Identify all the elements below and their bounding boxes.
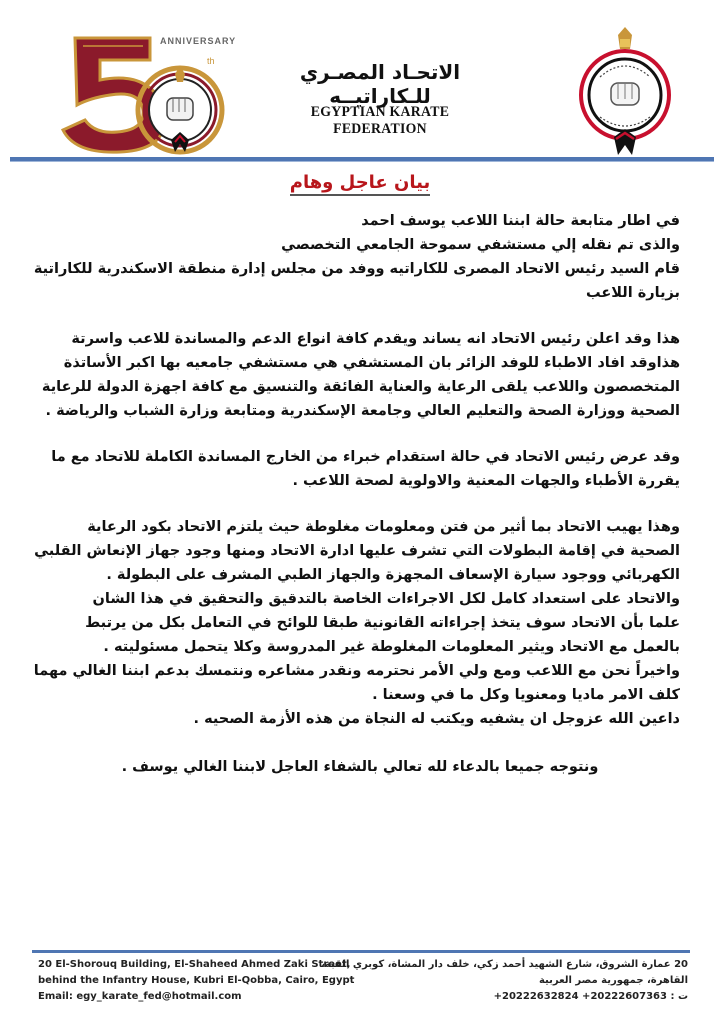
paragraph-line: والاتحاد على استعداد كامل لكل الاجراءات الخاصة بالتدقيق والتحقيق في هذا الشان	[92, 591, 680, 607]
paragraph-line: هذا وقد اعلن رئيس الاتحاد انه يساند ويقدم كافة انواع الدعم والمساندة للاعب واسرتة	[71, 331, 680, 347]
footer-divider	[32, 950, 690, 953]
paragraph-line: بزيارة اللاعب	[586, 285, 680, 301]
anniversary-text: ANNIVERSARY	[160, 36, 237, 46]
footer-address-line: behind the Infantry House, Kubri El-Qobba, Cairo, Egypt	[38, 975, 355, 986]
paragraph-line: يقررة الأطباء والجهات المعنية والاولوية لصحة اللاعب .	[292, 473, 680, 489]
paragraph-3	[40, 445, 680, 493]
paragraph-line: واخيراً نحن مع اللاعب ومع ولي الأمر نحترمه ونقدر مشاعره ونتمسك بدعم ابننا الغالي مهما	[33, 663, 680, 679]
footer-address-line: 20 عمارة الشروق، شارع الشهيد أحمد زكي، خلف دار المشاة، كوبري القبة،	[321, 959, 688, 970]
paragraph-line: هذاوقد افاد الاطباء للوفد الزائر بان المستشفي هي مستشفي جامعيه بها اكبر الأساتذة	[63, 355, 680, 371]
paragraph-line: داعين الله عزوجل ان يشفيه ويكتب له النجاة من هذه الأزمة الصحيه .	[193, 711, 680, 727]
paragraph-line: المتخصصون واللاعب يلقى الرعاية والعناية الفائقة والتنسيق مع كافة اجهزة الدولة للرعاية	[41, 379, 680, 395]
footer-address-english	[38, 957, 358, 1000]
letterhead	[0, 0, 724, 160]
paragraph-line: كلف الامر ماديا ومعنويا وكل ما في وسعنا .	[372, 687, 680, 703]
closing-prayer: ونتوجه جميعا بالدعاء لله تعالي بالشفاء العاجل لابننا الغالي يوسف .	[121, 759, 599, 775]
footer-address-arabic	[321, 957, 688, 1005]
paragraph-line: في اطار متابعة حالة ابننا اللاعب يوسف احمد	[361, 213, 680, 229]
paragraph-line: الكهربائي ووجود سيارة الإسعاف المجهزة والجهاز الطبي المشرف على البطولة .	[106, 567, 680, 583]
paragraph-line: الصحية ووزارة الصحة والتعليم العالي وجامعة الإسكندرية ومتابعة وزارة الشباب والرياضة .	[45, 403, 680, 419]
paragraph-2	[40, 327, 680, 423]
federation-name-english: EGYPTIAN KARATE FEDERATION	[310, 104, 450, 137]
footer-address-line: القاهرة، جمهورية مصر العربية	[538, 975, 688, 986]
paragraph-line: الصحية في إقامة البطولات التي تشرف عليها ادارة الاتحاد ومنها وجود جهاز الإنعاش القلبي	[34, 543, 680, 559]
paragraph-line: بالعمل مع الاتحاد ويثير المعلومات المغلوطة غير المدروسة وكلا يتحمل مسئوليته .	[103, 639, 680, 655]
footer-email[interactable]: Email: egy_karate_fed@hotmail.com	[38, 991, 242, 1002]
paragraph-1	[33, 209, 680, 305]
paragraph-line: وقد عرض رئيس الاتحاد في حالة استقدام خبراء من الخارج المساندة الكاملة للاتحاد مع ما	[51, 449, 680, 465]
paragraph-line: علما بأن الاتحاد سوف يتخذ إجراءاته القانونية طبقا للوائح في التعامل بكل من يرتبط	[85, 615, 680, 631]
footer-phone-numbers: ت : 20222607363+ 20222632824+	[493, 991, 688, 1002]
anniversary-suffix: th	[207, 56, 215, 66]
statement-title-text: بيان عاجل وهام	[290, 172, 430, 196]
footer-address-line: 20 El-Shorouq Building, El-Shaheed Ahmed Zaki Street,	[38, 959, 351, 970]
federation-emblem-icon	[570, 25, 680, 160]
statement-title	[40, 172, 680, 193]
paragraph-line: وهذا يهيب الاتحاد بما أثير من فتن ومعلومات مغلوطة حيث يلتزم الاتحاد بكود الرعاية	[87, 519, 680, 535]
paragraph-line: والذى تم نقله إلي مستشفي سموحة الجامعي التخصصي	[281, 237, 680, 253]
header-divider	[10, 157, 714, 162]
paragraph-line: قام السيد رئيس الاتحاد المصرى للكاراتيه ووفد من مجلس إدارة منطقة الاسكندرية للكاراتية	[33, 261, 680, 277]
paragraph-4	[33, 515, 680, 731]
anniversary-50th-logo-icon	[55, 30, 237, 155]
statement-body	[33, 168, 680, 801]
federation-name-arabic: الاتحـاد المصـري للـكاراتيــه	[299, 60, 461, 108]
